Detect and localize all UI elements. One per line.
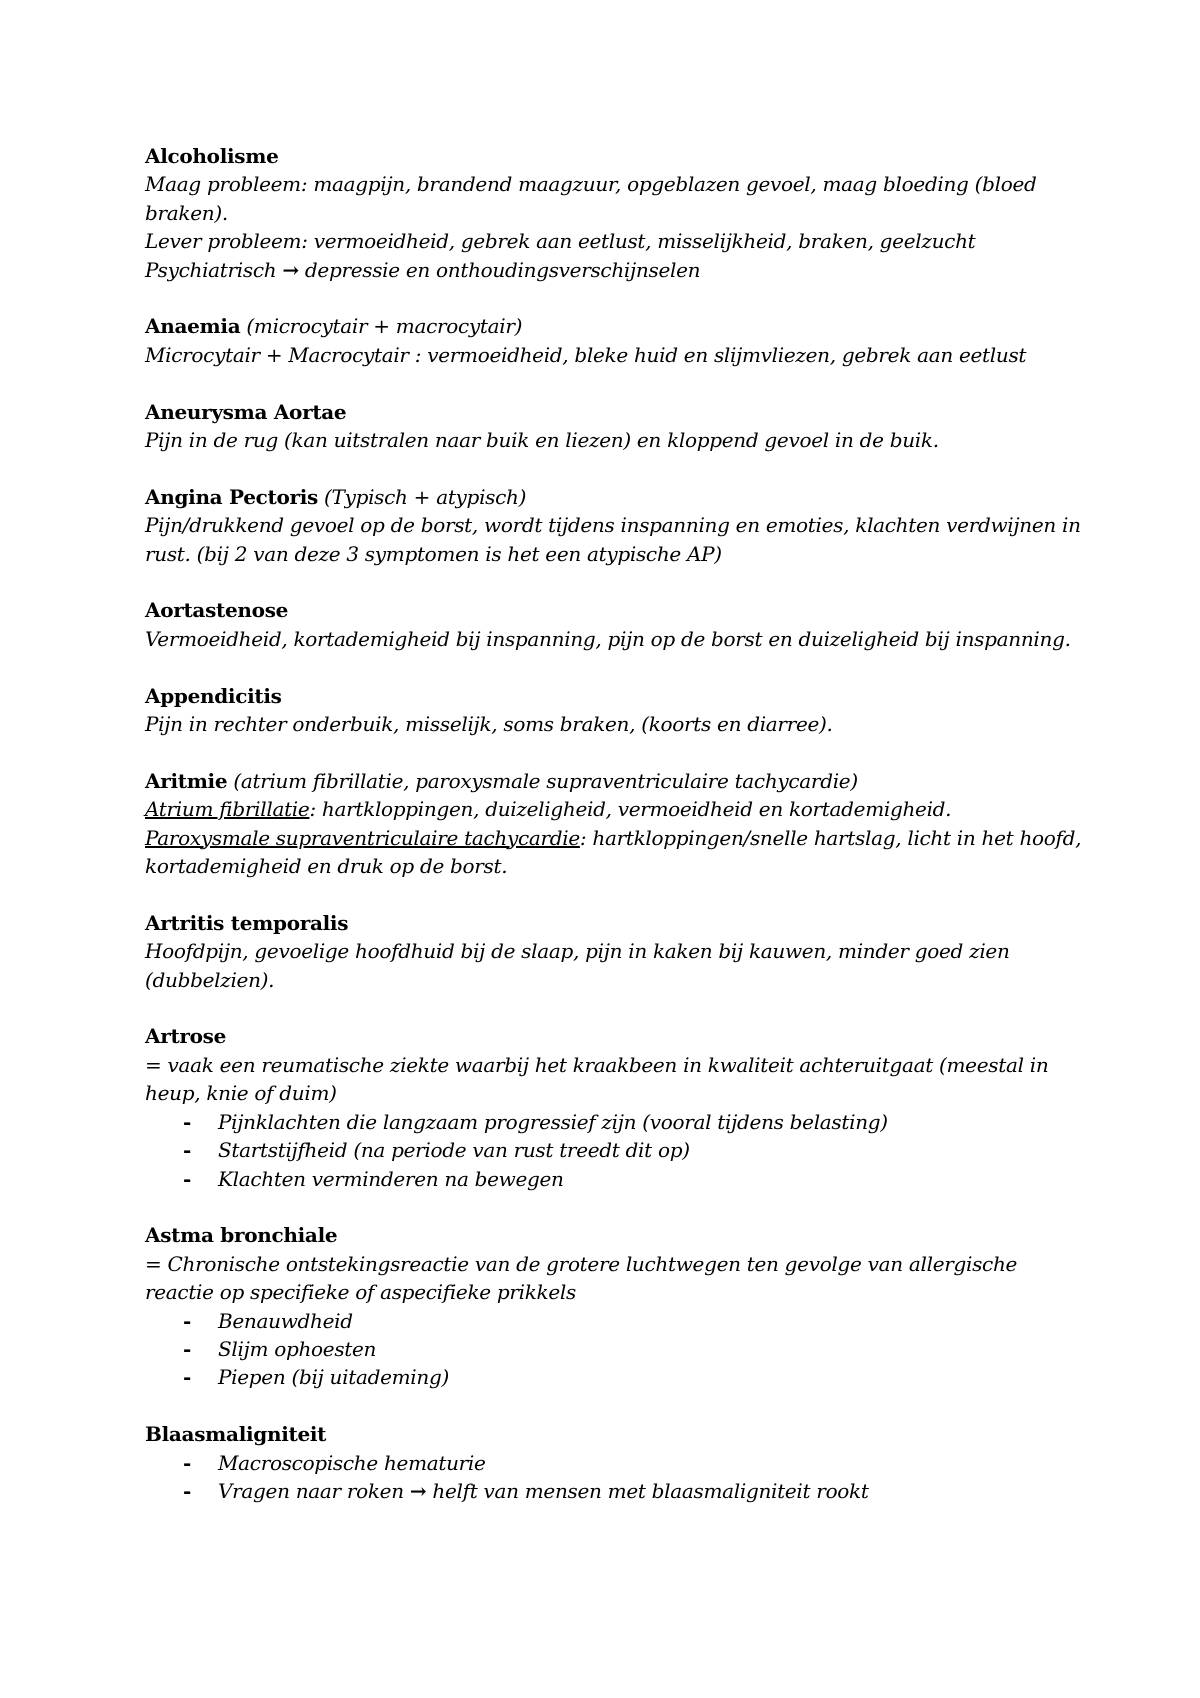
section-title-row bbox=[145, 767, 1085, 795]
list-item: - Piepen (bij uitademing) bbox=[145, 1363, 1085, 1391]
arrow-right-icon: → bbox=[282, 257, 299, 282]
section-title: Angina Pectoris bbox=[145, 484, 318, 509]
section-alcoholisme bbox=[145, 142, 1085, 284]
bullet-list bbox=[145, 1307, 1085, 1392]
bullet-dash-icon: - bbox=[183, 1365, 192, 1390]
section-text: Vermoeidheid, kortademigheid bij inspanning, pijn op de borst en duizeligheid bij inspanning. bbox=[145, 626, 1071, 651]
section-aortastenose bbox=[145, 596, 1085, 653]
list-item: - Startstijfheid (na periode van rust treedt dit op) bbox=[145, 1136, 1085, 1164]
section-text: Pijn in rechter onderbuik, misselijk, soms braken, (koorts en diarree). bbox=[145, 712, 833, 737]
section-text: Atrium fibrillatie: hartkloppingen, duizeligheid, vermoeidheid en kortademigheid. bbox=[145, 797, 952, 822]
section-text: Lever probleem: vermoeidheid, gebrek aan eetlust, misselijkheid, braken, geelzucht bbox=[145, 229, 976, 254]
underlined-term: Paroxysmale supraventriculaire tachycardie bbox=[145, 825, 580, 850]
list-item: - Vragen naar roken → helft van mensen met blaasmaligniteit rookt bbox=[145, 1477, 1085, 1505]
section-title: Aneurysma Aortae bbox=[145, 399, 347, 424]
list-item: - Benauwdheid bbox=[145, 1307, 1085, 1335]
section-title: Artritis temporalis bbox=[145, 910, 349, 935]
section-text: Microcytair + Macrocytair : vermoeidheid, bleke huid en slijmvliezen, gebrek aan eetlust bbox=[145, 342, 1027, 367]
bullet-dash-icon: - bbox=[183, 1478, 192, 1503]
section-text: Hoofdpijn, gevoelige hoofdhuid bij de slaap, pijn in kaken bij kauwen, minder goed zien (dubbelzien). bbox=[145, 939, 1010, 992]
section-astma bbox=[145, 1221, 1085, 1391]
section-text: Pijn/drukkend gevoel op de borst, wordt tijdens inspanning en emoties, klachten verdwijnen in rust. (bij 2 van deze 3 symptomen is het een atypische AP) bbox=[145, 513, 1081, 566]
section-angina bbox=[145, 483, 1085, 568]
bullet-dash-icon: - bbox=[183, 1336, 192, 1361]
section-appendicitis bbox=[145, 682, 1085, 739]
bullet-list bbox=[145, 1108, 1085, 1193]
document-page bbox=[145, 142, 1085, 1534]
bullet-dash-icon: - bbox=[183, 1109, 192, 1134]
section-text: Paroxysmale supraventriculaire tachycardie: hartkloppingen/snelle hartslag, licht in het hoofd, kortademigheid en druk op de borst. bbox=[145, 825, 1082, 879]
section-anaemia bbox=[145, 312, 1085, 369]
section-title: Astma bronchiale bbox=[145, 1223, 338, 1248]
section-title: Aritmie bbox=[145, 768, 228, 793]
bullet-dash-icon: - bbox=[183, 1450, 192, 1475]
section-text: Psychiatrisch → depressie en onthoudingsverschijnselen bbox=[145, 257, 701, 282]
section-title: Blaasmaligniteit bbox=[145, 1422, 327, 1447]
section-artritis bbox=[145, 909, 1085, 994]
section-artrose bbox=[145, 1022, 1085, 1192]
section-blaasmaligniteit bbox=[145, 1420, 1085, 1505]
section-title: Anaemia bbox=[145, 314, 241, 339]
section-title: Aortastenose bbox=[145, 598, 289, 623]
section-text: = Chronische ontstekingsreactie van de grotere luchtwegen ten gevolge van allergische reactie op specifieke of aspecifieke prikkels bbox=[145, 1251, 1018, 1305]
underlined-term: Atrium fibrillatie bbox=[145, 797, 310, 822]
section-text: Pijn in de rug (kan uitstralen naar buik en liezen) en kloppend gevoel in de buik. bbox=[145, 428, 939, 453]
arrow-right-icon: → bbox=[409, 1478, 427, 1503]
section-title-row bbox=[145, 483, 1085, 511]
section-title: Artrose bbox=[145, 1024, 227, 1049]
section-aneurysma bbox=[145, 398, 1085, 455]
bullet-dash-icon: - bbox=[183, 1308, 192, 1333]
section-title: Appendicitis bbox=[145, 683, 282, 708]
section-text: = vaak een reumatische ziekte waarbij het kraakbeen in kwaliteit achteruitgaat (meestal in heup, knie of duim) bbox=[145, 1052, 1049, 1106]
bullet-dash-icon: - bbox=[183, 1138, 192, 1163]
section-subtitle: (microcytair + macrocytair) bbox=[240, 314, 523, 339]
list-item: - Macroscopische hematurie bbox=[145, 1449, 1085, 1477]
section-aritmie bbox=[145, 767, 1085, 881]
section-subtitle: (Typisch + atypisch) bbox=[317, 484, 527, 509]
bullet-dash-icon: - bbox=[183, 1166, 192, 1191]
list-item: - Slijm ophoesten bbox=[145, 1335, 1085, 1363]
section-text: Maag probleem: maagpijn, brandend maagzuur, opgeblazen gevoel, maag bloeding (bloed braken). bbox=[145, 172, 1037, 225]
bullet-list bbox=[145, 1449, 1085, 1506]
list-item: - Klachten verminderen na bewegen bbox=[145, 1165, 1085, 1193]
section-title: Alcoholisme bbox=[145, 144, 279, 168]
section-title-row bbox=[145, 312, 1085, 340]
list-item: - Pijnklachten die langzaam progressief zijn (vooral tijdens belasting) bbox=[145, 1108, 1085, 1136]
section-subtitle: (atrium fibrillatie, paroxysmale supraventriculaire tachycardie) bbox=[227, 768, 858, 793]
